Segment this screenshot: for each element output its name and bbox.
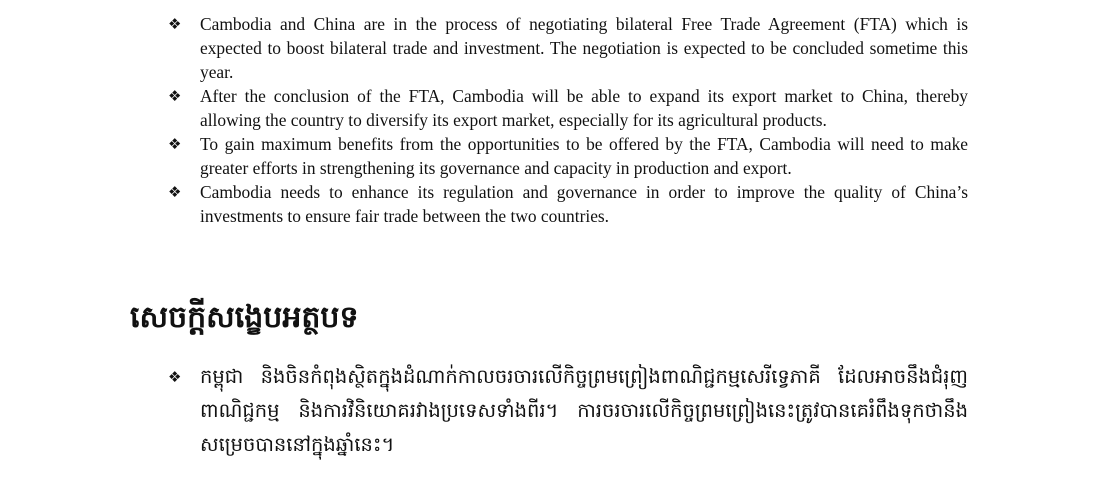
section-heading: សេចក្តីសង្ខេបអត្ថបទ [130,300,359,335]
bullet-text: Cambodia needs to enhance its regulation and governance in order to improve the quality of China’s investments to ensure fair trade between the two countries. [200,182,968,226]
diamond-bullet-icon: ❖ [168,87,182,105]
bullet-text: កម្ពុជា និងចិនកំពុងស្ថិតក្នុងដំណាក់កាលចរចារលើកិច្ចព្រមព្រៀងពាណិជ្ជកម្មសេរីទ្វេភាគី ដែលអាចនឹងជំរុញពាណិជ្ជកម្ម និងការវិនិយោគរវាងប្រទេសទាំងពីរ។ ការចរចារលើកិច្ចព្រមព្រៀងនេះត្រូវបានគេរំពឹងទុកថានឹងសម្រេចបាននៅក្នុងឆ្នាំនេះ។ [200,365,968,456]
list-item [168,132,968,180]
diamond-bullet-icon: ❖ [168,135,182,153]
bullet-text: Cambodia and China are in the process of negotiating bilateral Free Trade Agreement (FTA) which is expected to boost bilateral trade and investment. The negotiation is expected to be concluded sometime this year. [200,14,968,82]
diamond-bullet-icon: ❖ [168,15,182,33]
list-item [168,84,968,132]
bullet-text: To gain maximum benefits from the opportunities to be offered by the FTA, Cambodia will need to make greater efforts in strengthening its governance and capacity in production and export. [200,134,968,178]
bullet-text: After the conclusion of the FTA, Cambodia will be able to expand its export market to China, thereby allowing the country to diversify its export market, especially for its agricultural products. [200,86,968,130]
list-item [168,180,968,228]
diamond-bullet-icon: ❖ [168,368,182,386]
diamond-bullet-icon: ❖ [168,183,182,201]
english-bullet-list [168,12,968,228]
list-item [168,12,968,84]
khmer-bullet-list [168,360,968,462]
list-item [168,360,968,462]
